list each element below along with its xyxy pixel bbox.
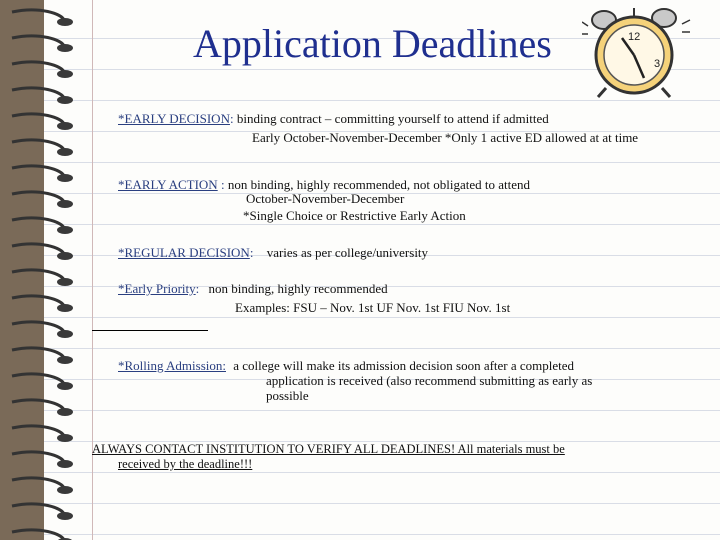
deadline-detail: Early October-November-December *Only 1 active ED allowed at at time xyxy=(252,130,639,145)
footer-line: ALWAYS CONTACT INSTITUTION TO VERIFY ALL DEADLINES! All materials must be xyxy=(92,442,565,456)
deadline-detail: Examples: FSU – Nov. 1st UF Nov. 1st FIU Nov. 1st xyxy=(235,300,511,315)
deadline-detail: application is received (also recommend submitting as early as xyxy=(266,373,593,388)
spiral-coil xyxy=(12,10,64,20)
spiral-coil xyxy=(12,452,64,462)
spiral-coil xyxy=(12,166,64,176)
clock-number-3: 3 xyxy=(654,58,661,70)
spiral-coil xyxy=(12,218,64,228)
spiral-coil xyxy=(12,296,64,306)
spiral-coil xyxy=(12,322,64,332)
spiral-coil xyxy=(12,62,64,72)
spiral-hole xyxy=(57,174,73,182)
spiral-hole xyxy=(57,330,73,338)
term-label: *Rolling Admission: xyxy=(118,358,226,373)
spiral-coil xyxy=(12,140,64,150)
spiral-coil xyxy=(12,114,64,124)
spiral-hole xyxy=(57,382,73,390)
spiral-coil xyxy=(12,270,64,280)
term-label: *REGULAR DECISION xyxy=(118,245,250,260)
deadline-detail: *Single Choice or Restrictive Early Action xyxy=(243,208,466,223)
spiral-coil xyxy=(12,192,64,202)
spiral-hole xyxy=(57,18,73,26)
spiral-coil xyxy=(12,478,64,488)
deadline-early-priority: *Early Priority: non binding, highly recommended xyxy=(118,281,388,296)
term-label: *EARLY DECISION xyxy=(118,111,230,126)
spiral-hole xyxy=(57,434,73,442)
term-description: a college will make its admission decision soon after a completed xyxy=(233,358,575,373)
spiral-coil xyxy=(12,374,64,384)
spiral-hole xyxy=(57,44,73,52)
term-description: non binding, highly recommended xyxy=(208,281,388,296)
spiral-coil xyxy=(12,36,64,46)
spiral-coil xyxy=(12,400,64,410)
alarm-clock-icon xyxy=(582,0,692,100)
spiral-hole xyxy=(57,278,73,286)
spiral-hole xyxy=(57,486,73,494)
spiral-hole xyxy=(57,70,73,78)
page-title: Application Deadlines xyxy=(193,21,552,66)
spiral-hole xyxy=(57,226,73,234)
spiral-hole xyxy=(57,304,73,312)
spiral-hole xyxy=(57,460,73,468)
divider xyxy=(92,330,208,331)
spiral-hole xyxy=(57,356,73,364)
term-description: non binding, highly recommended, not obligated to attend xyxy=(227,177,531,192)
spiral-coil xyxy=(12,244,64,254)
deadline-detail: October-November-December xyxy=(246,191,405,206)
spiral-hole xyxy=(57,122,73,130)
term-label: *EARLY ACTION xyxy=(118,177,218,192)
spiral-hole xyxy=(57,200,73,208)
deadline-regular-decision: *REGULAR DECISION: varies as per college/university xyxy=(118,245,429,260)
spiral-coil xyxy=(12,504,64,514)
term-label: *Early Priority xyxy=(118,281,196,296)
spiral-coil xyxy=(12,348,64,358)
deadline-early-decision: *EARLY DECISION: binding contract – committing yourself to attend if admitted xyxy=(118,111,549,126)
spiral-hole xyxy=(57,408,73,416)
spiral-coil xyxy=(12,530,64,540)
footer-line: received by the deadline!!! xyxy=(118,457,253,471)
deadline-detail: possible xyxy=(266,388,309,403)
spiral-coil xyxy=(12,88,64,98)
spiral-binding xyxy=(0,0,80,540)
spiral-hole xyxy=(57,512,73,520)
term-description: varies as per college/university xyxy=(266,245,429,260)
spiral-hole xyxy=(57,148,73,156)
spiral-coil xyxy=(12,426,64,436)
spiral-hole xyxy=(57,96,73,104)
term-description: binding contract – committing yourself to attend if admitted xyxy=(236,111,549,126)
spiral-hole xyxy=(57,252,73,260)
clock-number-12: 12 xyxy=(628,31,641,43)
deadline-early-action: *EARLY ACTION : non binding, highly recommended, not obligated to attend xyxy=(118,177,531,192)
footer-notice xyxy=(92,442,565,472)
